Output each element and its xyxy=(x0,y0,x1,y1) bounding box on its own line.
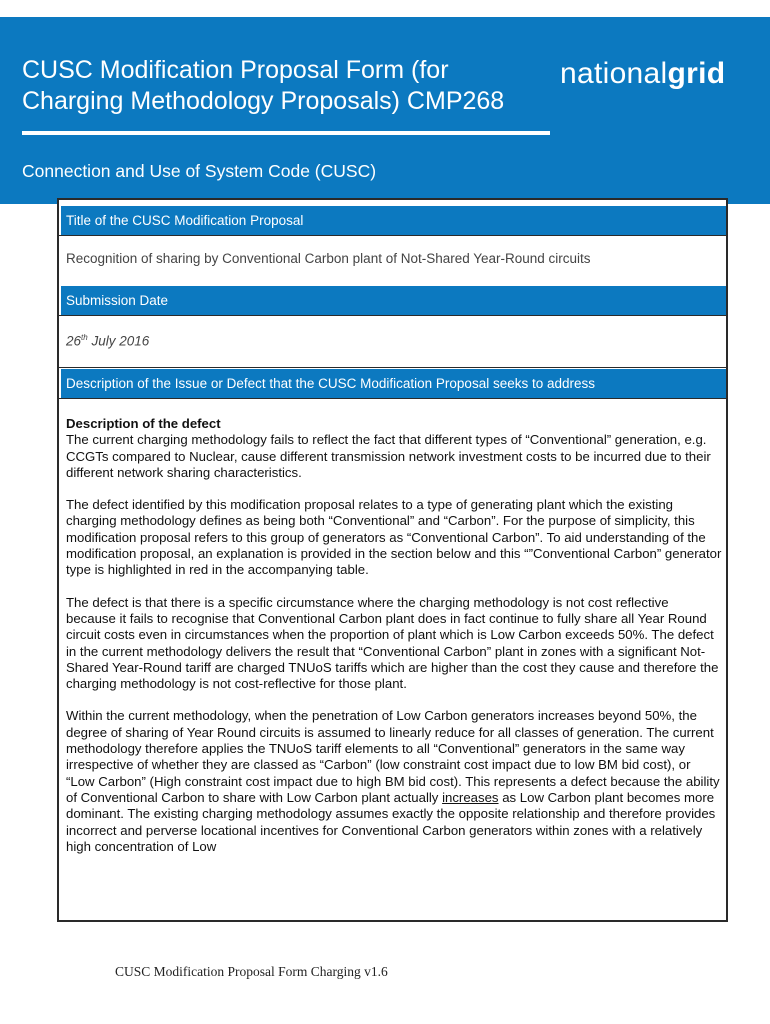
paragraph-1: The current charging methodology fails to reflect the fact that different types of “Conventional” generation, e.g. CCGTs compared to Nuclear, cause different transmission network investment costs to be incurred due to their different network sharing characteristics. xyxy=(66,432,711,480)
paragraph-2: The defect identified by this modification proposal relates to a type of generating plant which the existing charging methodology defines as being both “Conventional” and “Carbon”. For the purpose of simplicity, this modification proposal refers to this group of generators as “Conventional Carbon”. To aid understanding of the modification proposal, an explanation is provided in the section below and this “”Conventional Carbon” generator type is highlighted in red in the accompanying table. xyxy=(66,497,722,578)
proposal-form xyxy=(57,198,728,922)
paragraph-3: The defect is that there is a specific circumstance where the charging methodology is not cost reflective because it fails to recognise that Conventional Carbon plant does in fact continue to fully share all Year Round circuit costs even in circumstances when the proportion of plant which is Low Carbon exceeds 50%. The defect in the current methodology delivers the result that “Conventional Carbon” plant in zones with a significant Not-Shared Year-Round tariff are charged TNUoS tariffs which are higher than the cost they cause and therefore the charging methodology is not cost-reflective for those plant. xyxy=(66,594,719,692)
document-subtitle: Connection and Use of System Code (CUSC) xyxy=(22,161,377,181)
title-section-header: Title of the CUSC Modification Proposal xyxy=(61,206,726,235)
row-divider xyxy=(59,315,726,316)
document-title: CUSC Modification Proposal Form (for Charging Methodology Proposals) CMP268 xyxy=(22,56,505,115)
paragraph-4: Within the current methodology, when the penetration of Low Carbon generators increases beyond 50%, the degree of sharing of Year Round circuits is assumed to linearly reduce for all classes of generation. The current methodology therefore applies the TNUoS tariff elements to all “Conventional” generators in the same way irrespective of whether they are classed as “Carbon” (low constraint cost impact due to low BM bid cost), or “Low Carbon” (High constraint cost impact due to high BM bid cost). This represents a defect because the ability of Conventional Carbon to share with Low Carbon plant actually increases as Low Carbon plant becomes more dominant. The existing charging methodology assumes exactly the opposite relationship and therefore provides incorrect and perverse locational incentives for Conventional Carbon generators within zones with a relatively high concentration of Low xyxy=(66,708,720,854)
page-footer: CUSC Modification Proposal Form Charging v1.6 xyxy=(115,964,388,979)
defect-description xyxy=(66,416,722,871)
issue-section-header: Description of the Issue or Defect that the CUSC Modification Proposal seeks to address xyxy=(61,369,726,398)
national-grid-logo: nationalgrid xyxy=(560,57,726,90)
row-divider xyxy=(59,235,726,236)
title-divider xyxy=(22,131,550,135)
row-divider xyxy=(59,398,726,399)
submission-date-header: Submission Date xyxy=(61,286,726,315)
submission-date-value: 26th July 2016 xyxy=(66,333,150,349)
row-divider xyxy=(59,367,726,368)
defect-heading: Description of the defect xyxy=(66,416,221,431)
proposal-title-value: Recognition of sharing by Conventional Carbon plant of Not-Shared Year-Round circuits xyxy=(66,251,591,266)
